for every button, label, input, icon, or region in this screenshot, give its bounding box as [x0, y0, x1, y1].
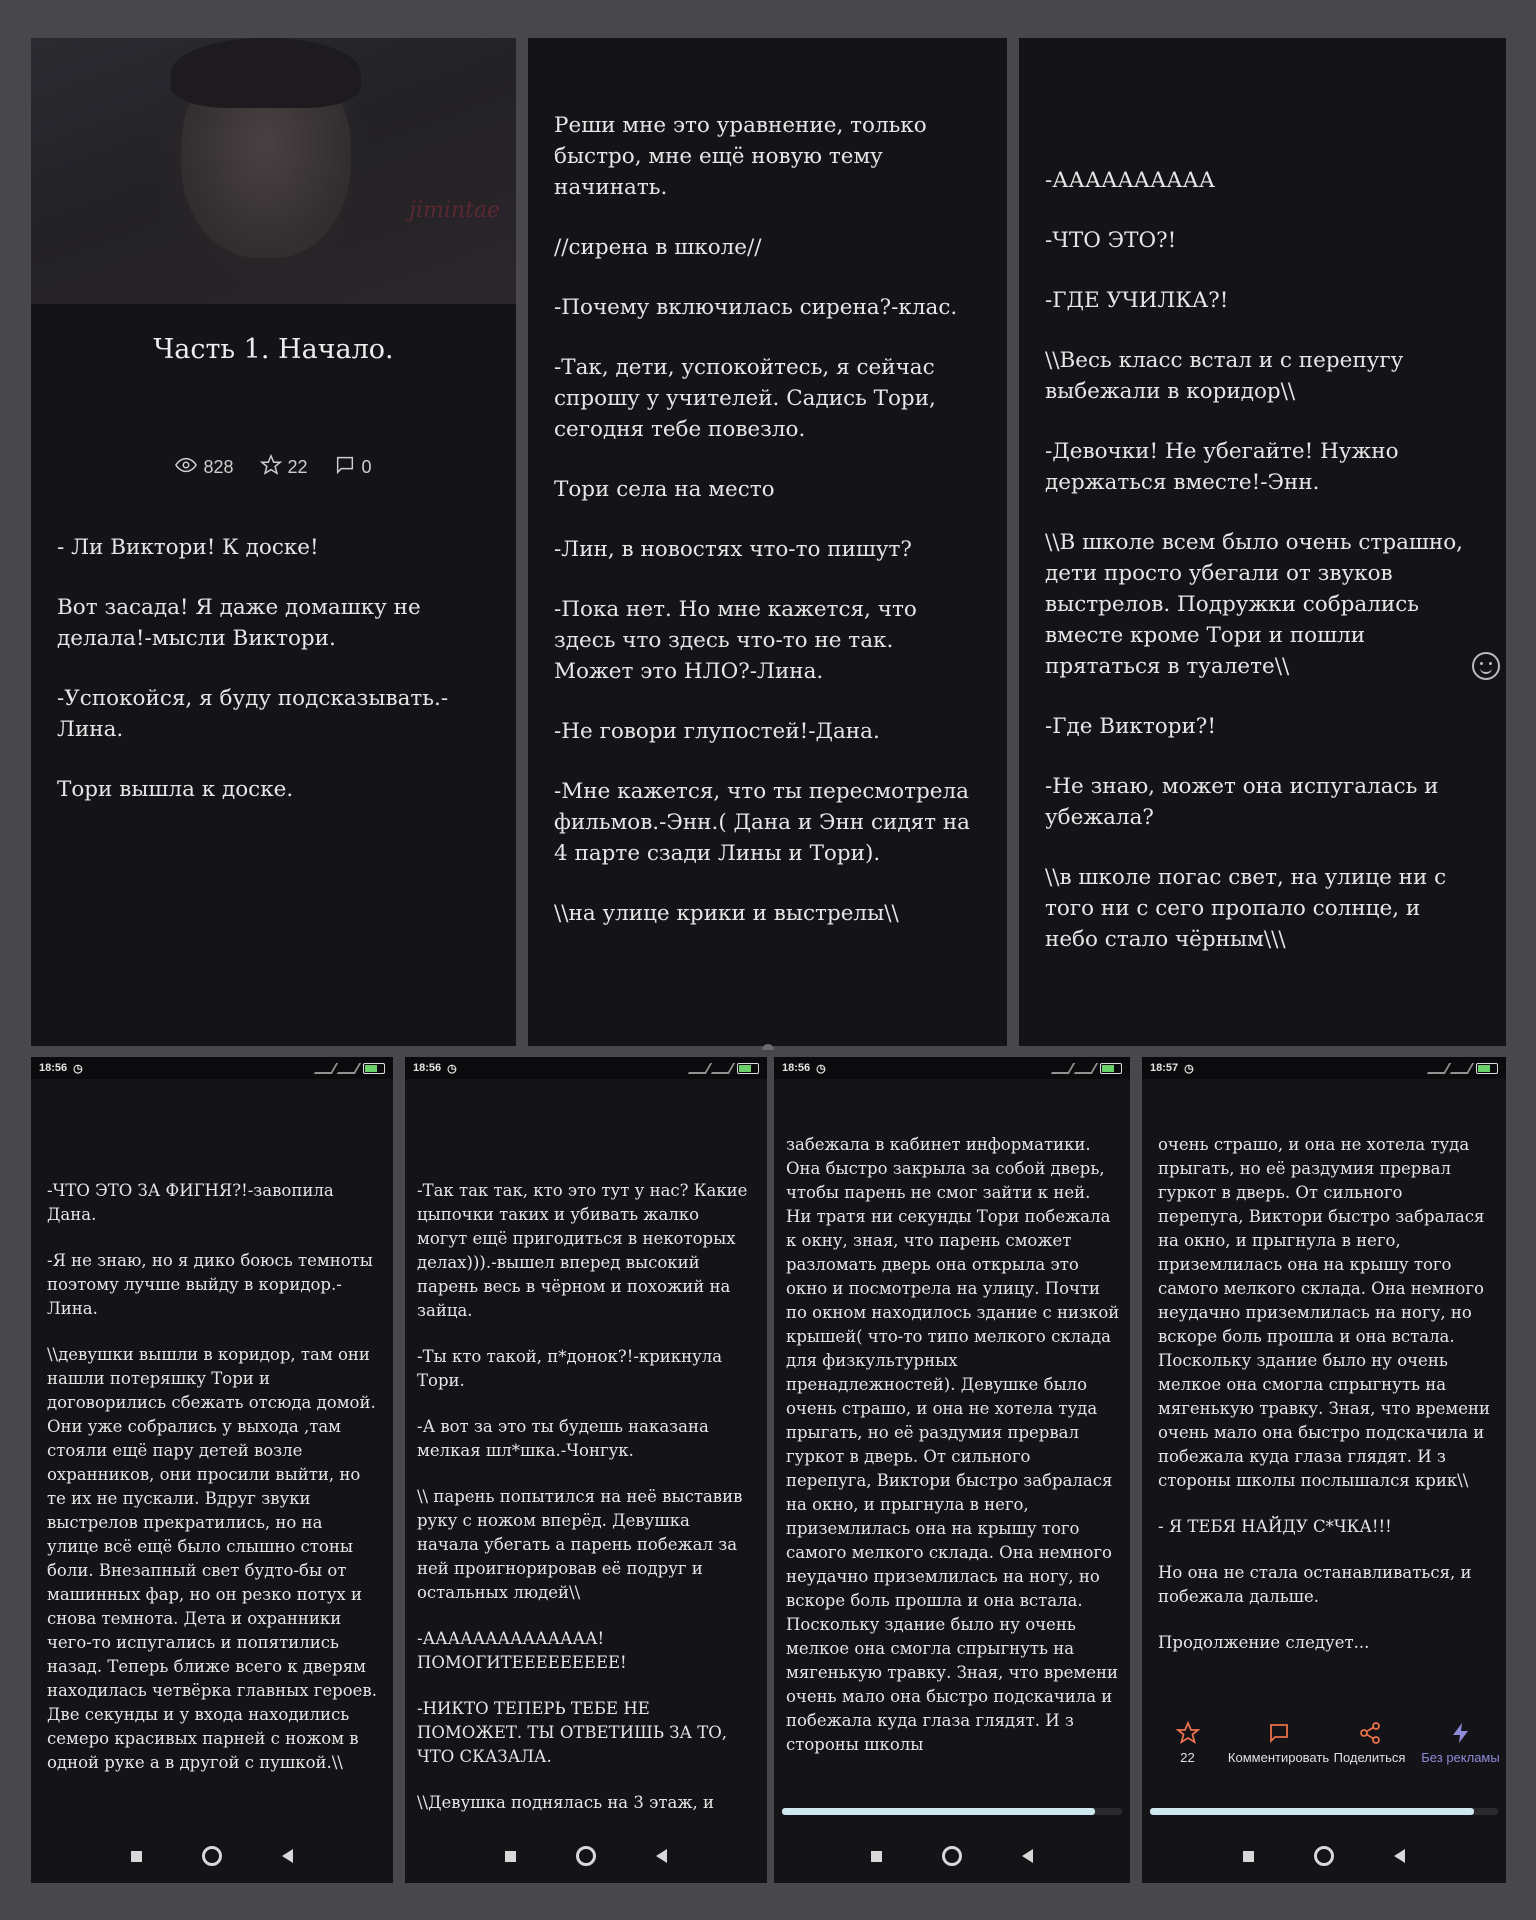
- paragraph: -ГДЕ УЧИЛКА?!: [1045, 288, 1229, 313]
- android-nav-bar: [1142, 1841, 1506, 1871]
- battery-icon: [363, 1063, 385, 1074]
- paragraph: -ЧТО ЭТО ЗА ФИГНЯ?!-завопила Дана.: [47, 1181, 334, 1224]
- chapter-text: [786, 1133, 1120, 1779]
- paragraph: Вот засада! Я даже домашку не делала!-мысли Виктори.: [57, 595, 421, 651]
- battery-icon: [1100, 1063, 1122, 1074]
- signal-icon: [688, 1063, 712, 1074]
- share-icon: [1358, 1721, 1382, 1750]
- recents-button[interactable]: [871, 1851, 882, 1862]
- android-nav-bar: [31, 1841, 393, 1871]
- no-ads-button[interactable]: [1416, 1721, 1506, 1765]
- cover-caption: jimintae: [409, 198, 500, 223]
- android-nav-bar: [774, 1841, 1130, 1871]
- status-bar: [31, 1057, 393, 1079]
- paragraph: -Лин, в новостях что-то пишут?: [554, 537, 912, 562]
- progress-fill: [1150, 1808, 1474, 1815]
- paragraph: \\девушки вышли в коридор, там они нашли потеряшку Тори и договорились сбежать отсюда домой. Они уже собрались у выхода ,там стояли ещё пару детей возле охранников, они просили выйти, но те их не пускали. Вдруг звуки выстрелов прекратились, но на улице всё ещё было слышно стоны боли. Внезапный свет будто-бы от машинных фар, но он резко потух и снова темнота. Дета и охранники чего-то испугались и попятились назад. Теперь ближе всего к дверям находилась четвёрка главных героев. Две секунды и у входа находились семеро красивых парней с ножом в одной руке а в другой с пушкой.\\: [47, 1345, 377, 1772]
- paragraph: -ЧТО ЭТО?!: [1045, 228, 1177, 253]
- paragraph: -Ты кто такой, п*донок?!-крикнула Тори.: [417, 1347, 723, 1390]
- comments-stat[interactable]: [334, 454, 372, 481]
- comment-button[interactable]: [1227, 1721, 1330, 1765]
- cover-hair: [171, 38, 361, 108]
- comments-count: 0: [361, 457, 372, 477]
- chapter-text: [57, 532, 477, 834]
- paragraph: -Мне кажется, что ты пересмотрела фильмов.-Энн.( Дана и Энн сидят на 4 парте сзади Лины и Тори).: [554, 779, 970, 866]
- views-count: 828: [203, 457, 234, 477]
- reading-progress-bar[interactable]: [1150, 1808, 1498, 1815]
- signal-icon: [337, 1063, 361, 1074]
- stars-stat[interactable]: [260, 454, 308, 481]
- no-ads-label: Без рекламы: [1421, 1750, 1500, 1765]
- paragraph: Но она не стала останавливаться, и побежала дальше.: [1158, 1563, 1472, 1606]
- progress-fill: [782, 1808, 1095, 1815]
- chapter-text: [47, 1179, 379, 1797]
- paragraph: -Я не знаю, но я дико боюсь темноты поэтому лучше выйду в коридор.-Лина.: [47, 1251, 373, 1318]
- battery-icon: [1476, 1063, 1498, 1074]
- paragraph: -Девочки! Не убегайте! Нужно держаться вместе!-Энн.: [1045, 439, 1399, 495]
- star-icon: [260, 454, 282, 481]
- status-bar: [1142, 1057, 1506, 1079]
- home-button[interactable]: [942, 1846, 962, 1866]
- home-button[interactable]: [1314, 1846, 1334, 1866]
- back-button[interactable]: [656, 1849, 667, 1863]
- paragraph: Продолжение следует...: [1158, 1633, 1370, 1652]
- star-button[interactable]: [1143, 1721, 1233, 1765]
- chapter-title: Часть 1. Начало.: [153, 334, 394, 365]
- chapter-action-bar: [1142, 1721, 1506, 1801]
- chapter-header-panel: [31, 38, 516, 1046]
- status-bar: [774, 1057, 1130, 1079]
- phone-screenshot-1: [31, 1057, 393, 1883]
- paragraph: Тори вышла к доске.: [57, 777, 294, 802]
- paragraph: \\в школе погас свет, на улице ни с того ни с сего пропало солнце, и небо стало чёрным\\\: [1045, 865, 1447, 952]
- phone-screenshot-4: [1142, 1057, 1506, 1883]
- views-stat: [175, 454, 233, 481]
- comment-icon: [334, 454, 356, 481]
- paragraph: Реши мне это уравнение, только быстро, мне ещё новую тему начинать.: [554, 113, 927, 200]
- alarm-icon: ◷: [816, 1062, 826, 1075]
- signal-icon: [1074, 1063, 1098, 1074]
- paragraph: \\на улице крики и выстрелы\\: [554, 901, 899, 926]
- chapter-text: [1158, 1133, 1492, 1677]
- paragraph: \\Девушка поднялась на 3 этаж, и: [417, 1793, 715, 1812]
- paragraph: \\В школе всем было очень страшно, дети просто убегали от звуков выстрелов. Подружки собрались вместе кроме Тори и пошли прятаться в туалете\\: [1045, 530, 1463, 679]
- paragraph: \\Весь класс встал и с перепугу выбежали в коридор\\: [1045, 348, 1404, 404]
- chapter-text: [417, 1179, 751, 1837]
- signal-icon: [1051, 1063, 1075, 1074]
- signal-icon: [1450, 1063, 1474, 1074]
- paragraph: очень страшо, и она не хотела туда прыгать, но её раздумия прервал гуркот в дверь. От сильного перепуга, Виктори быстро забралася на окно, и прыгнула в него, приземлилась она на крышу того самого мелкого склада. Она немного неудачно приземлилась на ногу, но вскоре боль прошла и она встала. Поскольку здание было ну очень мелкое она смогла спрыгнуть на мягенькую травку. Зная, что времени очень мало она быстро подскачила и побежала куда глаза глядят. И з стороны школы послышался крик\\: [1158, 1135, 1491, 1490]
- alarm-icon: ◷: [447, 1062, 457, 1075]
- paragraph: -Где Виктори?!: [1045, 714, 1216, 739]
- paragraph: -Почему включилась сирена?-клас.: [554, 295, 958, 320]
- recents-button[interactable]: [505, 1851, 516, 1862]
- reading-progress-bar[interactable]: [782, 1808, 1122, 1815]
- clock: 18:57: [1150, 1062, 1179, 1074]
- text-panel-2: [528, 38, 1007, 1046]
- smiley-icon[interactable]: [1472, 652, 1500, 680]
- phone-screenshot-3: [774, 1057, 1130, 1883]
- share-label: Поделиться: [1333, 1750, 1406, 1765]
- scroll-indicator: [762, 1044, 774, 1050]
- paragraph: -Не знаю, может она испугалась и убежала?: [1045, 774, 1439, 830]
- paragraph: -Пока нет. Но мне кажется, что здесь что здесь что-то не так. Может это НЛО?-Лина.: [554, 597, 917, 684]
- paragraph: -АААААААААА: [1045, 168, 1216, 193]
- share-button[interactable]: [1325, 1721, 1415, 1765]
- cover-image: [31, 38, 516, 304]
- paragraph: - Ли Виктори! К доске!: [57, 535, 319, 560]
- alarm-icon: ◷: [73, 1062, 83, 1075]
- paragraph: -НИКТО ТЕПЕРЬ ТЕБЕ НЕ ПОМОЖЕТ. ТЫ ОТВЕТИШЬ ЗА ТО, ЧТО СКАЗАЛА.: [417, 1699, 727, 1766]
- clock: 18:56: [413, 1062, 442, 1074]
- lightning-icon: [1449, 1721, 1473, 1750]
- phone-screenshot-2: [405, 1057, 767, 1883]
- star-icon: [1176, 1721, 1200, 1750]
- status-bar: [405, 1057, 767, 1079]
- chapter-text: [554, 110, 974, 958]
- stars-count: 22: [287, 457, 308, 477]
- home-button[interactable]: [202, 1846, 222, 1866]
- paragraph: -АААААААААААААА! ПОМОГИТЕЕЕЕЕЕЕЕЕ!: [417, 1629, 627, 1672]
- paragraph: забежала в кабинет информатики. Она быстро закрыла за собой дверь, чтобы парень не смог зайти к ней. Ни тратя ни секунды Тори побежала к окну, зная, что парень сможет разломать дверь она открыла это окно и посмотрела на улицу. Почти по окном находилось здание с низкой крышей( что-то типо мелкого склада для физкультурных пренадлежностей). Девушке было очень страшо, и она не хотела туда прыгать, но её раздумия прервал гуркот в дверь. От сильного перепуга, Виктори быстро забралася на окно, и прыгнула в него, приземлилась она на крышу того самого мелкого склада. Она немного неудачно приземлилась на ногу, но вскоре боль прошла и она встала. Поскольку здание было ну очень мелкое она смогла спрыгнуть на мягенькую травку. Зная, что времени очень мало она быстро подскачила и побежала куда глаза глядят. И з стороны школы: [786, 1135, 1120, 1754]
- signal-icon: [711, 1063, 735, 1074]
- signal-icon: [1427, 1063, 1451, 1074]
- comment-icon: [1267, 1721, 1291, 1750]
- clock: 18:56: [39, 1062, 68, 1074]
- eye-icon: [175, 454, 197, 481]
- comment-label: Комментировать: [1227, 1750, 1330, 1765]
- paragraph: -Не говори глупостей!-Дана.: [554, 719, 880, 744]
- chapter-text: [1045, 165, 1475, 984]
- recents-button[interactable]: [131, 1851, 142, 1862]
- paragraph: Тори села на место: [554, 477, 775, 502]
- paragraph: \\ парень попытился на неё выставив руку с ножом вперёд. Девушка начала убегать а парень побежал за ней проигнорировав её подруг и остальных людей\\: [417, 1487, 743, 1602]
- alarm-icon: ◷: [1184, 1062, 1194, 1075]
- paragraph: - Я ТЕБЯ НАЙДУ С*ЧКА!!!: [1158, 1517, 1392, 1536]
- back-button[interactable]: [282, 1849, 293, 1863]
- clock: 18:56: [782, 1062, 811, 1074]
- text-panel-3: [1019, 38, 1506, 1046]
- paragraph: -Так так так, кто это тут у нас? Какие цыпочки таких и убивать жалко могут ещё пригодиться в некоторых делах))).-вышел вперед высокий парень весь в чёрном и похожий на зайца.: [417, 1181, 748, 1320]
- paragraph: -А вот за это ты будешь наказана мелкая шл*шка.-Чонгук.: [417, 1417, 709, 1460]
- star-count: 22: [1180, 1750, 1195, 1765]
- signal-icon: [314, 1063, 338, 1074]
- battery-icon: [737, 1063, 759, 1074]
- paragraph: -Успокойся, я буду подсказывать.-Лина.: [57, 686, 449, 742]
- chapter-stats: [31, 454, 516, 481]
- android-nav-bar: [405, 1841, 767, 1871]
- back-button[interactable]: [1022, 1849, 1033, 1863]
- paragraph: //сирена в школе//: [554, 235, 762, 260]
- home-button[interactable]: [576, 1846, 596, 1866]
- paragraph: -Так, дети, успокойтесь, я сейчас спрошу у учителей. Садись Тори, сегодня тебе повезло.: [554, 355, 936, 442]
- recents-button[interactable]: [1243, 1851, 1254, 1862]
- back-button[interactable]: [1394, 1849, 1405, 1863]
